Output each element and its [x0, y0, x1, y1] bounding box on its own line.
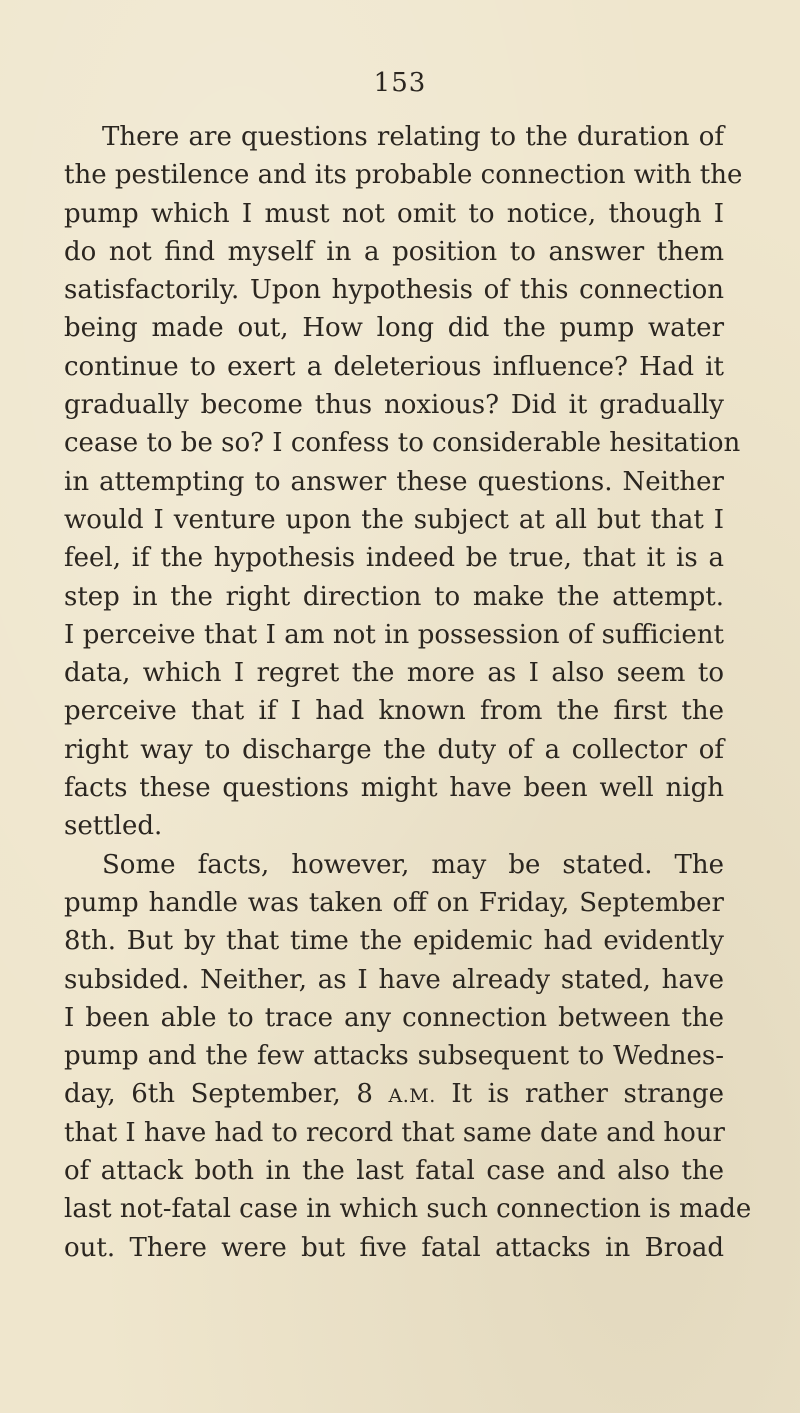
text-line: pump handle was taken off on Friday, September	[64, 887, 724, 918]
text-line: Some facts, however, may be stated. The	[102, 849, 724, 880]
text-line: subsided. Neither, as I have already stated, have	[64, 964, 724, 995]
text-line: would I venture upon the subject at all but that I	[64, 504, 724, 535]
text-line: There are questions relating to the duration of	[102, 122, 724, 152]
text-line: data, which I regret the more as I also seem to	[64, 658, 724, 689]
body-text	[64, 118, 752, 1267]
text-line: facts these questions might have been well nigh	[64, 773, 724, 804]
text-line: the pestilence and its probable connection with the	[64, 160, 743, 191]
text-line: last not-fatal case in which such connection is made	[64, 1194, 752, 1225]
text-line: feel, if the hypothesis indeed be true, that it is a	[64, 543, 724, 574]
text-line: I perceive that I am not in possession of sufficient	[64, 619, 724, 650]
time-abbreviation: A.M.	[388, 1085, 436, 1108]
text-line: I been able to trace any connection between the	[64, 1002, 724, 1033]
text-line: in attempting to answer these questions. Neither	[64, 466, 724, 497]
text-fragment: It is rather strange	[451, 1079, 725, 1110]
text-line: step in the right direction to make the attempt.	[64, 581, 724, 612]
text-line: continue to exert a deleterious influence? Had it	[64, 351, 724, 382]
text-line: pump which I must not omit to notice, though I	[64, 198, 724, 229]
text-line: out. There were but five fatal attacks in Broad	[64, 1232, 724, 1263]
text-fragment: day, 6th September, 8	[64, 1079, 373, 1110]
text-line: of attack both in the last fatal case and also the	[64, 1156, 724, 1187]
text-line: being made out, How long did the pump water	[64, 313, 724, 344]
text-line	[64, 1075, 724, 1113]
text-line: that I have had to record that same date and hour	[64, 1117, 725, 1148]
text-line: right way to discharge the duty of a collector of	[64, 734, 724, 765]
text-line: satisfactorily. Upon hypothesis of this connection	[64, 275, 724, 306]
text-line: cease to be so? I confess to considerable hesitation	[64, 428, 741, 459]
text-line: settled.	[64, 811, 163, 842]
page-number: 153	[373, 68, 427, 98]
text-line: do not find myself in a position to answer them	[64, 236, 724, 267]
text-line: 8th. But by that time the epidemic had evidently	[64, 926, 724, 957]
text-line: gradually become thus noxious? Did it gradually	[64, 390, 724, 421]
text-line: pump and the few attacks subsequent to Wednes-	[64, 1041, 724, 1072]
text-line: perceive that if I had known from the first the	[64, 696, 724, 727]
